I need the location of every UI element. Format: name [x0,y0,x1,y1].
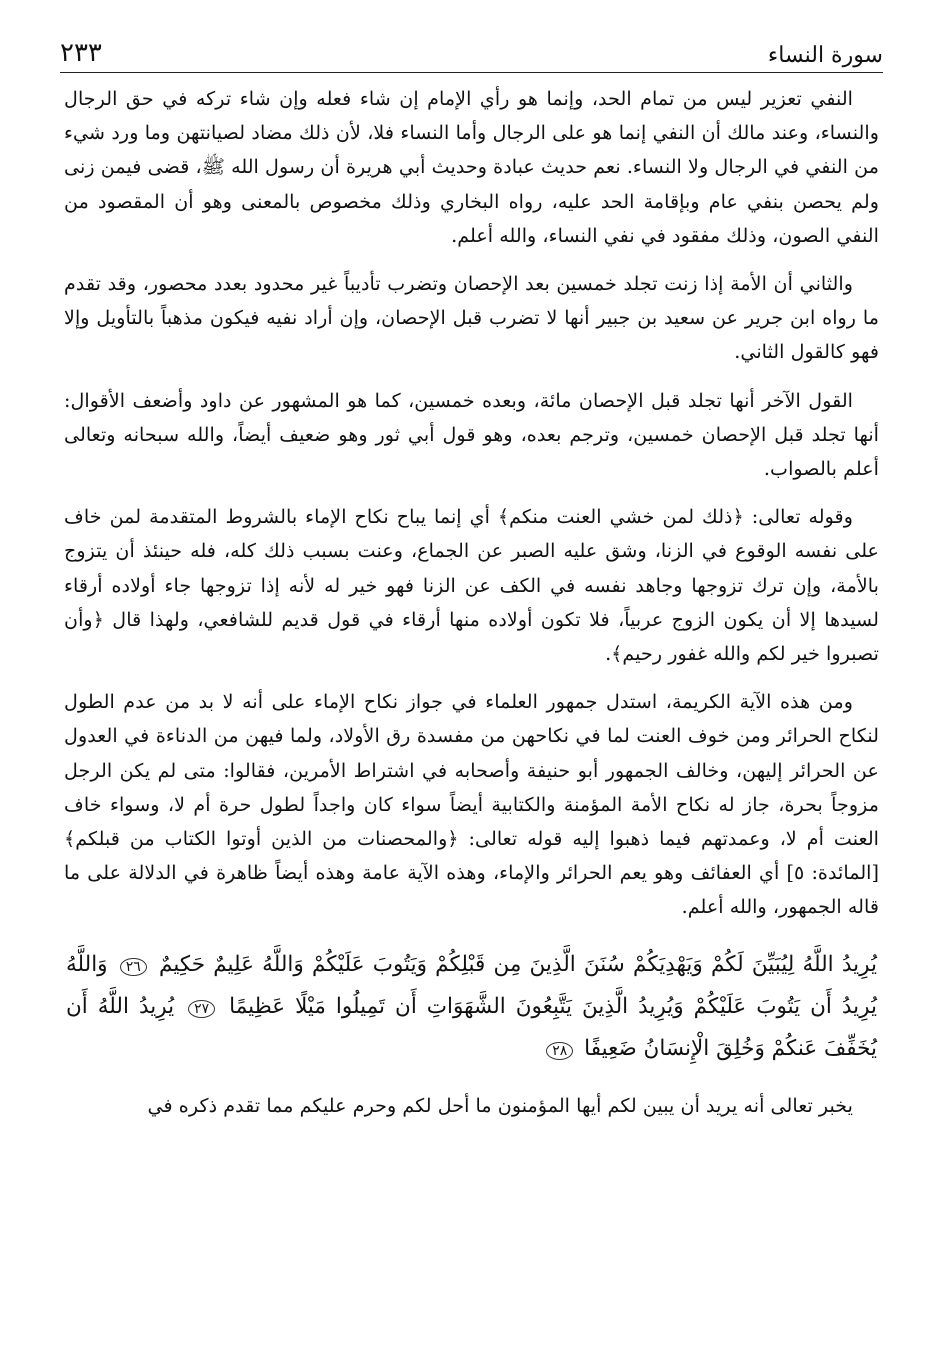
page-body [64,82,879,1123]
verse-26-text: يُرِيدُ اللَّهُ لِيُبَيِّنَ لَكُمْ وَيَهْدِيَكُمْ سُنَنَ الَّذِينَ مِن قَبْلِكُمْ وَيَتُوبَ عَلَيْكُمْ وَاللَّهُ عَلِيمٌ حَكِيمٌ [159,951,877,977]
paragraph-1: النفي تعزير ليس من تمام الحد، وإنما هو رأي الإمام إن شاء فعله وإن شاء تركه في حق الرجال والنساء، وعند مالك أن النفي إنما هو على الرجال وأما النساء فلا، لأن ذلك مضاد لصيانتهن وما ورد شيء من النفي في الرجال ولا النساء. نعم حديث عبادة وحديث أبي هريرة أن رسول الله ﷺ، قضى فيمن زنى ولم يحصن بنفي عام وبإقامة الحد عليه، رواه البخاري وذلك مخصوص بالمعنى وهو أن المقصود من النفي الصون، وذلك مفقود في نفي النساء، والله أعلم. [64,87,879,247]
paragraph-2: والثاني أن الأمة إذا زنت تجلد خمسين بعد الإحصان وتضرب تأديباً غير محدود بعدد محصور، وقد تقدم ما رواه ابن جرير عن سعيد بن جبير أنها لا تضرب قبل الإحصان، وإن أراد نفيه فيكون مذهباً بالتأويل وإلا فهو كالقول الثاني. [64,272,879,364]
verse-28-text: يُرِيدُ اللَّهُ أَن يُخَفِّفَ عَنكُمْ وَخُلِقَ الْإِنسَانُ ضَعِيفًا [66,993,877,1061]
verse-27-text: وَاللَّهُ يُرِيدُ أَن يَتُوبَ عَلَيْكُمْ وَيُرِيدُ الَّذِينَ يَتَّبِعُونَ الشَّهَوَاتِ أَن تَمِيلُوا مَيْلًا عَظِيمًا [66,951,877,1019]
surah-title: سورة النساء [767,43,883,68]
verse-26-number: ٢٦ [120,958,147,976]
paragraph-4: وقوله تعالى: ﴿ذلك لمن خشي العنت منكم﴾ أي إنما يباح نكاح الإماء بالشروط المتقدمة لمن خاف على نفسه الوقوع في الزنا، وشق عليه الصبر عن الجماع، وعنت بسبب ذلك كله، فله حينئذ أن يتزوج بالأمة، وإن ترك تزوجها وجاهد نفسه في الكف عن الزنا فهو خير له لأنه إذا تزوجها جاء أولاده أرقاء لسيدها إلا أن يكون الزوج عربياً، فلا تكون أولاده منها أرقاء في قول قديم للشافعي، ولهذا قال ﴿وأن تصبروا خير لكم والله غفور رحيم﴾. [64,505,879,666]
paragraph-3: القول الآخر أنها تجلد قبل الإحصان مائة، وبعده خمسين، كما هو المشهور عن داود وأضعف الأقوال: أنها تجلد قبل الإحصان خمسين، وترجم بعده، وهو قول أبي ثور وهو ضعيف أيضاً، والله سبحانه وتعالى أعلم بالصواب. [64,388,879,481]
closing-line: يخبر تعالى أنه يريد أن يبين لكم أيها المؤمنون ما أحل لكم وحرم عليكم مما تقدم ذكره في [147,1093,853,1117]
verse-27-number: ٢٧ [188,1000,215,1018]
paragraph-5: ومن هذه الآية الكريمة، استدل جمهور العلماء في جواز نكاح الإماء على أنه لا بد من عدم الطول لنكاح الحرائر ومن خوف العنت لما في نكاحهن من مفسدة رق الأولاد، ولما فيهن من الدناءة في العدول عن الحرائر إليهن، وخالف الجمهور أبو حنيفة وأصحابه في اشتراط الأمرين، فقالوا: متى لم يكن الرجل مزوجاً بحرة، جاز له نكاح الأمة المؤمنة والكتابية أيضاً سواء كان واجداً لطول حرة أم لا، وسواء خاف العنت أم لا، وعمدتهم فيما ذهبوا إليه قوله تعالى: ﴿والمحصنات من الذين أوتوا الكتاب من قبلكم﴾ [المائدة: ٥] أي العفائف وهو يعم الحرائر والإماء، وهذه الآية عامة وهذه أيضاً ظاهرة في الدلالة على ما قاله الجمهور، والله أعلم. [64,690,879,919]
page-header [60,28,883,68]
header-rule [60,72,883,73]
page-number: ٢٣٣ [60,38,102,68]
quran-verses [64,945,879,1071]
verse-28-number: ٢٨ [546,1042,573,1060]
